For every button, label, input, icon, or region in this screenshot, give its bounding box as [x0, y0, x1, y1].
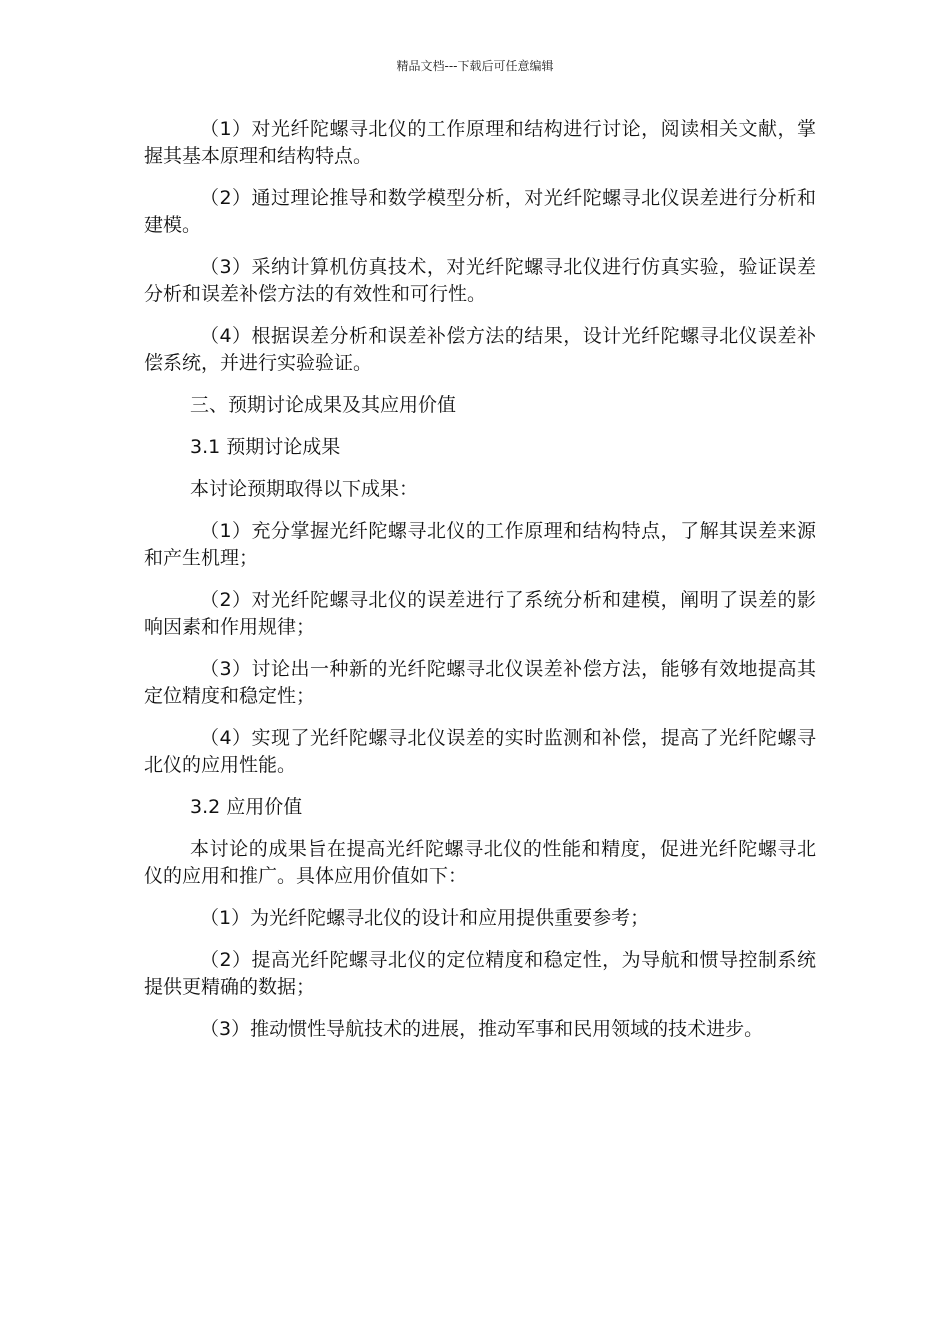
application-value-item-1: （1）为光纤陀螺寻北仪的设计和应用提供重要参考；: [200, 907, 650, 929]
application-value-item-3: （3）推动惯性导航技术的进展，推动军事和民用领域的技术进步。: [200, 1018, 764, 1040]
expected-result-item-1: （1）充分掌握光纤陀螺寻北仪的工作原理和结构特点，了解其误差来源和产生机理；: [144, 520, 816, 569]
research-content-item-3: （3）采纳计算机仿真技术，对光纤陀螺寻北仪进行仿真实验，验证误差分析和误差补偿方法的有效性和可行性。: [144, 256, 816, 305]
expected-result-item-3: （3）讨论出一种新的光纤陀螺寻北仪误差补偿方法，能够有效地提高其定位精度和稳定性；: [144, 658, 816, 707]
application-value-intro: 本讨论的成果旨在提高光纤陀螺寻北仪的性能和精度，促进光纤陀螺寻北仪的应用和推广。具体应用价值如下：: [144, 838, 816, 887]
expected-result-item-2: （2）对光纤陀螺寻北仪的误差进行了系统分析和建模，阐明了误差的影响因素和作用规律；: [144, 589, 816, 638]
expected-result-item-4: （4）实现了光纤陀螺寻北仪误差的实时监测和补偿，提高了光纤陀螺寻北仪的应用性能。: [144, 727, 816, 776]
research-content-item-1: （1）对光纤陀螺寻北仪的工作原理和结构进行讨论，阅读相关文献，掌握其基本原理和结构特点。: [144, 118, 816, 167]
subsection-heading-3-2: 3.2 应用价值: [190, 796, 303, 818]
expected-results-intro: 本讨论预期取得以下成果：: [190, 478, 419, 500]
subsection-heading-3-1: 3.1 预期讨论成果: [190, 436, 341, 458]
page-header: 精品文档---下载后可任意编辑: [396, 59, 554, 73]
research-content-item-2: （2）通过理论推导和数学模型分析，对光纤陀螺寻北仪误差进行分析和建模。: [144, 187, 816, 236]
section-heading-3: 三、预期讨论成果及其应用价值: [190, 394, 457, 416]
document-body: [144, 116, 816, 1058]
application-value-item-2: （2）提高光纤陀螺寻北仪的定位精度和稳定性，为导航和惯导控制系统提供更精确的数据；: [144, 949, 816, 998]
research-content-item-4: （4）根据误差分析和误差补偿方法的结果，设计光纤陀螺寻北仪误差补偿系统，并进行实验验证。: [144, 325, 816, 374]
